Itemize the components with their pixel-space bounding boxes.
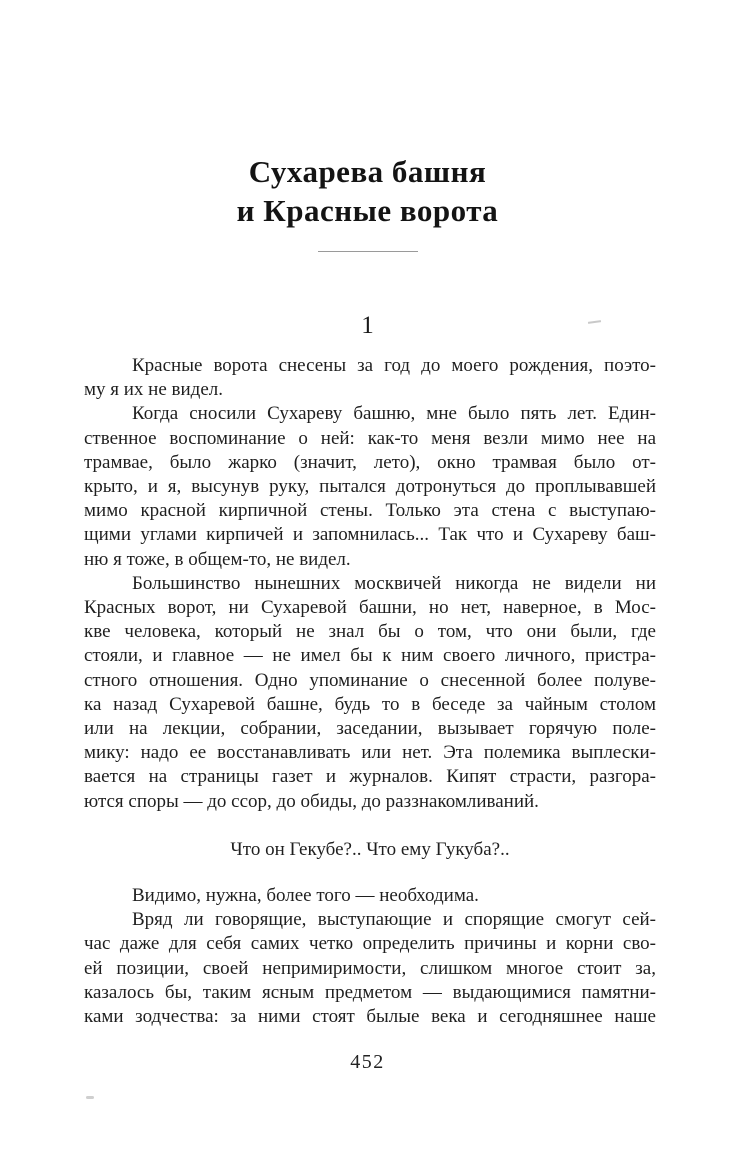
text-line: Что он Гекубе?.. Что ему Гукуба?.. — [230, 838, 510, 860]
paragraph — [84, 354, 656, 402]
body-text — [84, 354, 656, 1029]
paragraph — [84, 402, 656, 571]
page-number: 452 — [350, 1051, 385, 1074]
text-line: Вряд ли говорящие, выступающие и спорящие смогут сей- — [132, 909, 656, 931]
text-line: стного отношения. Одно упоминание о снесенной более полуве- — [84, 669, 656, 691]
scan-speck-bottom — [86, 1096, 94, 1099]
text-line: ками зодчества: за ними стоят былые века и сегодняшнее наше — [84, 1006, 656, 1028]
quote-line — [84, 838, 656, 862]
text-line: час даже для себя самих четко определить причины и корни сво- — [84, 933, 656, 955]
text-line: стояли, и главное — не имел бы к ним своего личного, пристра- — [84, 645, 656, 667]
text-line: или на лекции, собрании, заседании, вызывает горячую поле- — [84, 718, 656, 740]
text-line: трамвае, было жарко (значит, лето), окно трамвая было от- — [84, 451, 656, 473]
text-line: Красных ворот, ни Сухаревой башни, но нет, наверное, в Мос- — [84, 597, 656, 619]
text-line: щими углами кирпичей и запомнилась... Так что и Сухареву баш- — [84, 524, 656, 546]
text-line: Когда сносили Сухареву башню, мне было пять лет. Един- — [132, 403, 656, 425]
text-line: ственное воспоминание о ней: как-то меня везли мимо нее на — [84, 427, 656, 449]
text-line: вается на страницы газет и журналов. Кипят страсти, разгора- — [84, 766, 656, 788]
title-divider — [318, 251, 418, 252]
text-line: ей позиции, своей непримиримости, слишком многое стоит за, — [84, 957, 656, 979]
text-line: Видимо, нужна, более того — необходима. — [132, 885, 479, 907]
text-line: мику: надо ее восстанавливать или нет. Эта полемика выплески- — [84, 742, 656, 764]
paragraph — [84, 884, 656, 908]
chapter-title-line-2: и Красные ворота — [236, 193, 499, 228]
text-line: Красные ворота снесены за год до моего рождения, поэто- — [132, 355, 656, 376]
text-line: ню я тоже, в общем-то, не видел. — [84, 548, 351, 570]
text-line: ка назад Сухаревой башне, будь то в беседе за чайным столом — [84, 693, 656, 715]
text-line: ются споры — до ссор, до обиды, до раззнакомливаний. — [84, 790, 539, 812]
chapter-title — [0, 152, 735, 230]
chapter-title-line-1: Сухарева башня — [248, 154, 487, 189]
paragraph — [84, 908, 656, 1029]
text-line: му я их не видел. — [84, 379, 224, 401]
text-line: кве человека, который не знал бы о том, что они были, где — [84, 621, 656, 643]
section-number: 1 — [361, 312, 374, 339]
text-line: мимо красной кирпичной стены. Только эта стена с выступаю- — [84, 500, 656, 522]
text-line: Большинство нынешних москвичей никогда не видели ни — [132, 572, 656, 594]
paragraph — [84, 572, 656, 814]
text-line: казалось бы, таким ясным предметом — выдающимися памятни- — [84, 981, 656, 1003]
text-line: крыто, и я, высунув руку, пытался дотронуться до проплывавшей — [84, 476, 656, 498]
